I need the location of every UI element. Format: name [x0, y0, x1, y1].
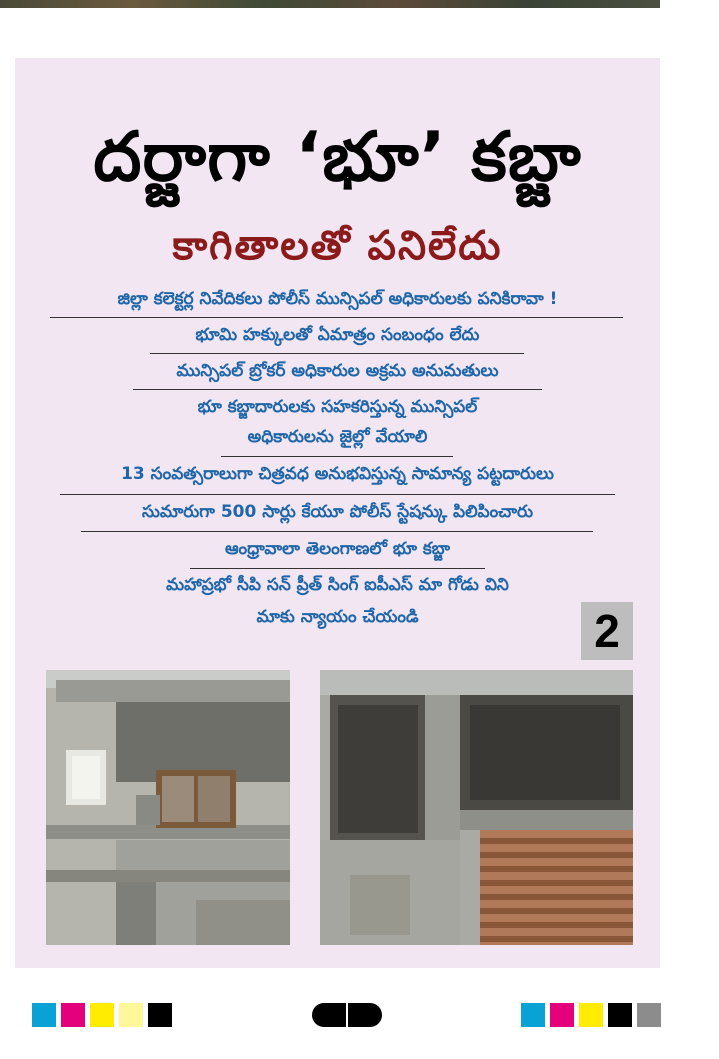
divider [133, 389, 542, 390]
color-swatch [608, 1003, 632, 1027]
point-6: సుమారుగా 500 సార్లు కేయూ పోలీస్ స్టేషన్కు పిలిపించారు [142, 502, 533, 522]
divider [60, 494, 615, 495]
building-photo-right [320, 670, 633, 945]
registration-mark-split [346, 1003, 348, 1027]
point-5: 13 సంవత్సరాలుగా చిత్రవధ అనుభవిస్తున్న సామాన్య పట్టదారులు [121, 464, 554, 484]
point-8a: మహాప్రభో సీపి సన్ ప్రీత్ సింగ్ ఐపీఎస్ మా గోడు విని [166, 575, 509, 595]
point-4a: భూ కబ్జాదారులకు సహకరిస్తున్న మున్సిపల్ [197, 397, 478, 417]
subheadline: కాగితాలతో పనిలేదు [172, 223, 503, 269]
divider [81, 531, 593, 532]
divider [190, 568, 485, 569]
divider [50, 317, 623, 318]
color-swatch [32, 1003, 56, 1027]
color-swatch [61, 1003, 85, 1027]
color-swatch [119, 1003, 143, 1027]
point-3: మున్సిపల్ బ్రోకర్ అధికారుల అక్రమ అనుమతులు [176, 361, 499, 381]
divider [221, 456, 453, 457]
color-swatch [550, 1003, 574, 1027]
top-photo-strip [0, 0, 660, 8]
color-swatch [90, 1003, 114, 1027]
article-panel [15, 58, 660, 968]
point-4b: అధికారులను జైల్లో వేయాలి [247, 427, 428, 447]
headline: దర్జాగా ‘భూ’ కబ్జా [93, 118, 582, 197]
point-7: ఆంధ్రావాలా తెలంగాణలో భూ కబ్జా [224, 539, 450, 559]
building-photo-left [46, 670, 290, 945]
point-2: భూమి హక్కులతో ఏమాత్రం సంబంధం లేదు [195, 325, 480, 345]
color-swatch [148, 1003, 172, 1027]
color-swatch [579, 1003, 603, 1027]
point-8b: మాకు న్యాయం చేయండి [256, 607, 419, 627]
color-swatch [521, 1003, 545, 1027]
divider [150, 353, 524, 354]
page-number-badge: 2 [581, 602, 633, 660]
color-swatch [637, 1003, 661, 1027]
point-1: జిల్లా కలెక్టర్ల నివేదికలు పోలీస్ మున్సిపల్ అధికారులకు పనికిరావా ! [117, 289, 558, 309]
